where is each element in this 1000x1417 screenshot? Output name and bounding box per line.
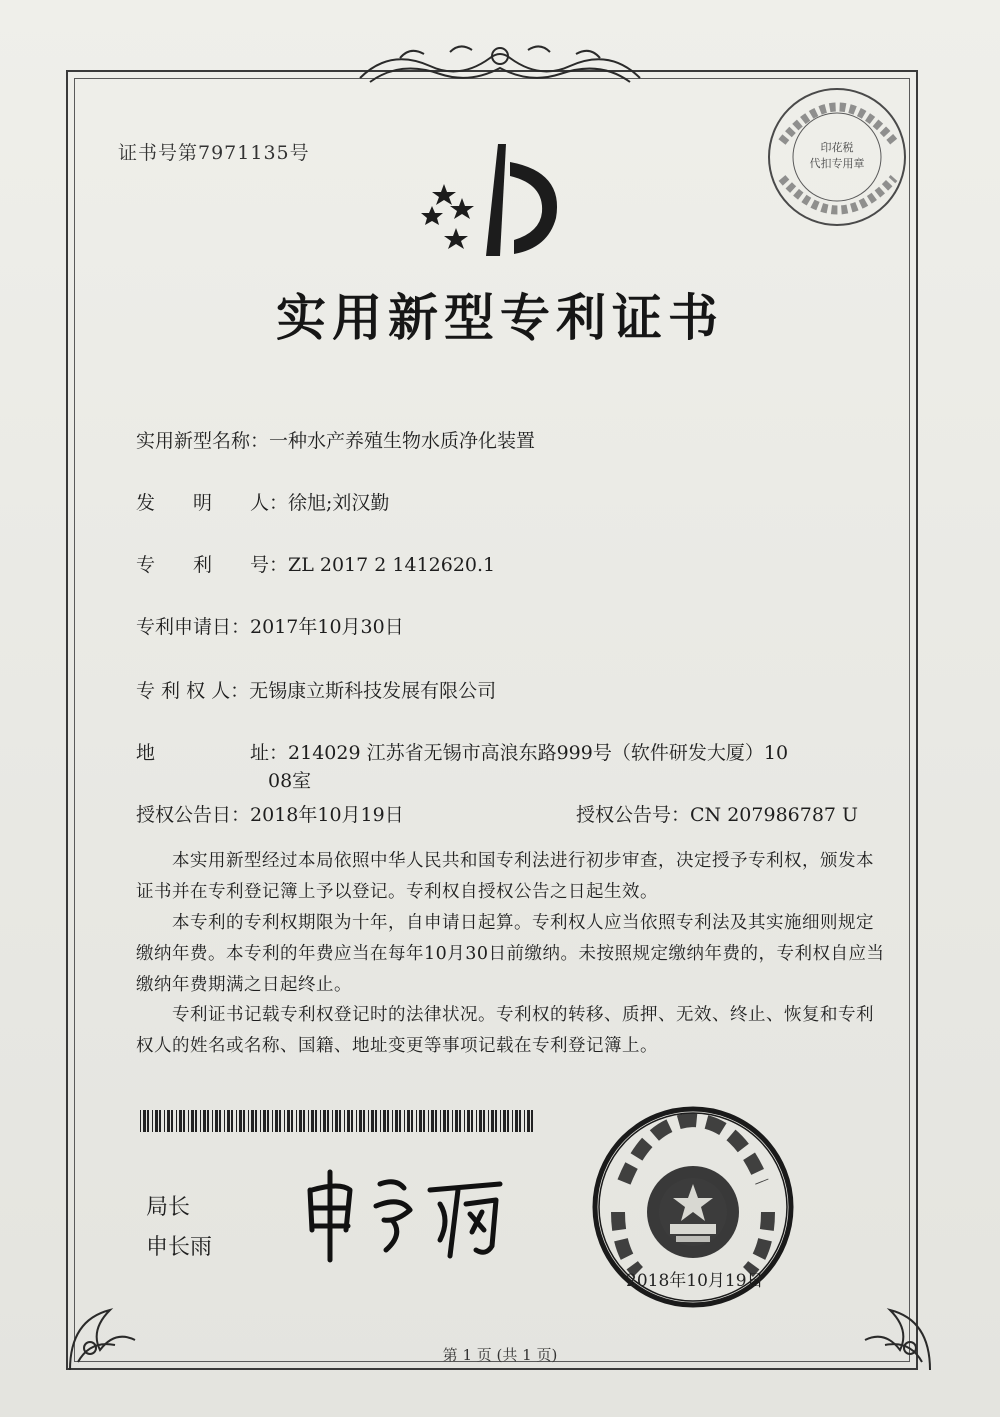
barcode-bar: [476, 1110, 477, 1132]
barcode-bar: [375, 1110, 377, 1132]
barcode-bar: [380, 1110, 381, 1132]
barcode-bar: [207, 1110, 209, 1132]
barcode-bar: [332, 1110, 333, 1132]
barcode-bar: [452, 1110, 453, 1132]
barcode-bar: [351, 1110, 353, 1132]
barcode-bar: [179, 1110, 182, 1132]
barcode-bar: [315, 1110, 317, 1132]
patent-number-row: [136, 550, 495, 577]
barcode-bar: [263, 1110, 266, 1132]
patentee-value: 无锡康立斯科技发展有限公司: [249, 680, 497, 702]
barcode-bar: [503, 1110, 506, 1132]
barcode-bar: [464, 1110, 465, 1132]
barcode-bar: [215, 1110, 218, 1132]
barcode-bar: [171, 1110, 173, 1132]
barcode-bar: [327, 1110, 329, 1132]
barcode-bar: [527, 1110, 530, 1132]
barcode-bar: [507, 1110, 509, 1132]
barcode-bar: [200, 1110, 201, 1132]
barcode-bar: [483, 1110, 485, 1132]
paragraph-3: 专利证书记载专利权登记时的法律状况。专利权的转移、质押、无效、终止、恢复和专利权人的姓名或名称、国籍、地址变更等事项记载在专利登记簿上。: [136, 1005, 874, 1056]
barcode-bar: [344, 1110, 345, 1132]
barcode-bar: [500, 1110, 501, 1132]
grant-date-label: 授权公告日：: [136, 804, 251, 826]
barcode-bar: [443, 1110, 446, 1132]
barcode-bar: [455, 1110, 458, 1132]
page-title: 实用新型专利证书: [276, 289, 724, 347]
barcode-bar: [236, 1110, 237, 1132]
barcode-bar: [152, 1110, 153, 1132]
barcode-bar: [183, 1110, 185, 1132]
barcode-bar: [255, 1110, 257, 1132]
address-value-line2: 08室: [268, 770, 312, 792]
inventor-row: [136, 488, 389, 515]
barcode-bar: [447, 1110, 449, 1132]
barcode-bar: [524, 1110, 525, 1132]
barcode-bar: [515, 1110, 518, 1132]
barcode-bar: [176, 1110, 177, 1132]
address-label: 地 址：: [136, 742, 289, 764]
barcode-bar: [471, 1110, 473, 1132]
address-value-line1: 214029 江苏省无锡市高浪东路999号（软件研发大厦）10: [288, 742, 789, 764]
barcode-bar: [392, 1110, 393, 1132]
barcode-bar: [260, 1110, 261, 1132]
barcode-bar: [495, 1110, 497, 1132]
tax-stamp-line1: 印花税: [820, 141, 854, 154]
barcode-bar: [419, 1110, 422, 1132]
barcode-bar: [395, 1110, 398, 1132]
barcode-bar: [159, 1110, 161, 1132]
corner-ornament-bottom-right-icon: [850, 1290, 940, 1380]
patentee-row: [136, 676, 496, 703]
director-signature-icon: [300, 1160, 540, 1270]
grant-number-value: CN 207986787 U: [690, 804, 859, 826]
barcode-bar: [203, 1110, 206, 1132]
barcode-bar: [251, 1110, 254, 1132]
barcode-bar: [227, 1110, 230, 1132]
barcode-bar: [284, 1110, 285, 1132]
barcode-bar: [167, 1110, 170, 1132]
barcode-bar: [164, 1110, 165, 1132]
barcode-bar: [143, 1110, 146, 1132]
barcode-bar: [311, 1110, 314, 1132]
filing-date-value: 2017年10月30日: [250, 616, 404, 638]
barcode-bar: [531, 1110, 533, 1132]
barcode-bar: [291, 1110, 293, 1132]
barcode-bar: [488, 1110, 489, 1132]
barcode-bar: [347, 1110, 350, 1132]
barcode-bar: [404, 1110, 405, 1132]
barcode-bar: [188, 1110, 189, 1132]
barcode-bar: [407, 1110, 410, 1132]
barcode-bar: [140, 1110, 141, 1132]
grant-date-value: 2018年10月19日: [250, 804, 404, 826]
barcode-bar: [155, 1110, 158, 1132]
barcode-bar: [383, 1110, 386, 1132]
corner-ornament-bottom-left-icon: [60, 1290, 150, 1380]
barcode-bar: [479, 1110, 482, 1132]
barcode-bar: [219, 1110, 221, 1132]
barcode-bar: [416, 1110, 417, 1132]
barcode-bar: [224, 1110, 225, 1132]
inventor-value: 徐旭;刘汉勤: [288, 492, 390, 514]
certificate-number: 证书号第7971135号: [118, 142, 310, 164]
top-ornament-icon: [340, 38, 660, 94]
director-title: 局长: [146, 1195, 191, 1220]
utility-model-name-row: [136, 426, 535, 453]
barcode-bar: [323, 1110, 326, 1132]
barcode-bar: [267, 1110, 269, 1132]
barcode-bar: [356, 1110, 357, 1132]
barcode-bar: [428, 1110, 429, 1132]
barcode-bar: [435, 1110, 437, 1132]
address-row: [136, 738, 788, 765]
patentee-label: 专 利 权 人：: [136, 680, 250, 702]
barcode-bar: [431, 1110, 434, 1132]
page-number: 第 1 页 (共 1 页): [442, 1346, 558, 1364]
filing-date-label: 专利申请日：: [136, 616, 251, 638]
grant-number-label: 授权公告号：: [576, 804, 691, 826]
barcode-bar: [423, 1110, 425, 1132]
barcode-bar: [459, 1110, 461, 1132]
paragraph-1: 本实用新型经过本局依照中华人民共和国专利法进行初步审查，决定授予专利权，颁发本证书并在专利登记簿上予以登记。专利权自授权公告之日起生效。: [136, 851, 874, 902]
barcode-bar: [512, 1110, 513, 1132]
barcode-bar: [275, 1110, 278, 1132]
barcode-bar: [195, 1110, 197, 1132]
inventor-label: 发 明 人：: [136, 492, 289, 514]
barcode-bar: [467, 1110, 470, 1132]
barcode-bar: [248, 1110, 249, 1132]
patent-number-value: ZL 2017 2 1412620.1: [288, 554, 496, 576]
barcode-bar: [335, 1110, 338, 1132]
barcode-bar: [371, 1110, 374, 1132]
utility-model-name-label: 实用新型名称：: [136, 430, 270, 452]
barcode-bar: [299, 1110, 302, 1132]
barcode-bar: [363, 1110, 365, 1132]
barcode-bar: [191, 1110, 194, 1132]
barcode-bar: [272, 1110, 273, 1132]
barcode-bar: [308, 1110, 309, 1132]
barcode-bar: [339, 1110, 341, 1132]
barcode-bar: [279, 1110, 281, 1132]
grant-date-row: [136, 800, 404, 827]
barcode-bar: [359, 1110, 362, 1132]
utility-model-name-value: 一种水产养殖生物水质净化装置: [269, 430, 536, 452]
grant-number-row: [576, 800, 858, 827]
barcode-bar: [231, 1110, 233, 1132]
barcode-bar: [147, 1110, 149, 1132]
filing-date-row: [136, 612, 404, 639]
director-name: 申长雨: [146, 1235, 213, 1260]
cnipa-logo-icon: [414, 136, 574, 266]
barcode-bar: [243, 1110, 245, 1132]
patent-number-label: 专 利 号：: [136, 554, 289, 576]
barcode-bar: [303, 1110, 305, 1132]
barcode-bar: [296, 1110, 297, 1132]
barcode-bar: [440, 1110, 441, 1132]
barcode-bar: [399, 1110, 401, 1132]
seal-date: 2018年10月19日: [626, 1271, 764, 1291]
barcode-bar: [212, 1110, 213, 1132]
barcode-bar: [287, 1110, 290, 1132]
barcode-bar: [239, 1110, 242, 1132]
barcode-bar: [411, 1110, 413, 1132]
barcode-bar: [491, 1110, 494, 1132]
barcode-icon: [140, 1110, 540, 1132]
tax-stamp-center-text: [802, 140, 872, 172]
paragraph-2: 本专利的专利权期限为十年，自申请日起算。专利权人应当依照专利法及其实施细则规定缴纳年费。本专利的年费应当在每年10月30日前缴纳。未按照规定缴纳年费的，专利权自应当缴纳年费期满之日起终止。: [136, 913, 885, 995]
barcode-bar: [320, 1110, 321, 1132]
barcode-bar: [387, 1110, 389, 1132]
barcode-bar: [368, 1110, 369, 1132]
tax-stamp-line2: 代扣专用章: [809, 157, 865, 170]
barcode-bar: [519, 1110, 521, 1132]
